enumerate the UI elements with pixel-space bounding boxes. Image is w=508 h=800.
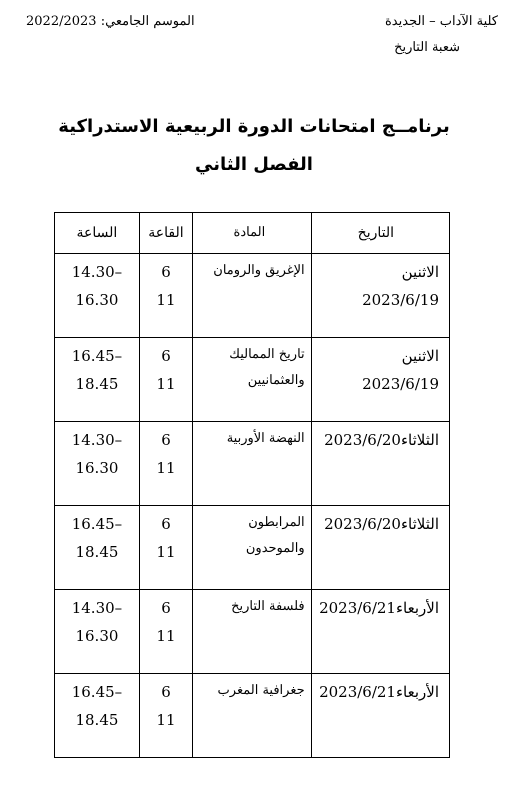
day-label: الثلاثاء	[400, 515, 439, 533]
date-cell	[311, 338, 449, 422]
room-value-1: 6	[161, 599, 171, 617]
room-cell	[139, 506, 192, 590]
table-row	[55, 422, 450, 506]
time-end: 18.45	[75, 543, 119, 561]
day-label: الأربعاء	[395, 683, 439, 701]
day-label: الأربعاء	[395, 599, 439, 617]
subject-line1: فلسفة التاريخ	[231, 599, 305, 614]
room-value-2: 11	[156, 375, 176, 393]
subject-cell	[193, 254, 312, 338]
room-cell	[139, 254, 192, 338]
date-cell	[311, 674, 449, 758]
header-room: القاعة	[139, 213, 192, 254]
room-value-2: 11	[156, 291, 176, 309]
table-row	[55, 674, 450, 758]
time-cell	[55, 674, 140, 758]
time-cell	[55, 590, 140, 674]
date-value: 2023/6/21	[319, 599, 396, 617]
season-label: الموسم الجامعي: 2022/2023	[26, 14, 195, 29]
faculty-label: كلية الآداب – الجديدة	[385, 14, 498, 29]
day-label: الاثنين	[401, 263, 439, 281]
time-start: 16.45–	[71, 347, 123, 365]
time-start: 16.45–	[71, 683, 123, 701]
date-value: 2023/6/21	[319, 683, 396, 701]
subject-cell	[193, 674, 312, 758]
header-subject: المادة	[193, 213, 312, 254]
subject-cell	[193, 422, 312, 506]
time-cell	[55, 422, 140, 506]
time-end: 16.30	[75, 459, 119, 477]
time-cell	[55, 506, 140, 590]
page-subtitle: الفصل الثاني	[195, 154, 313, 175]
room-value-2: 11	[156, 711, 176, 729]
day-label: الاثنين	[401, 347, 439, 365]
room-cell	[139, 590, 192, 674]
date-cell	[311, 422, 449, 506]
date-cell	[311, 506, 449, 590]
header-time: الساعة	[55, 213, 140, 254]
subject-line1: النهضة الأوربية	[226, 431, 305, 446]
date-value: 2023/6/19	[362, 291, 439, 309]
time-end: 16.30	[75, 291, 119, 309]
day-label: الثلاثاء	[400, 431, 439, 449]
room-cell	[139, 674, 192, 758]
room-value-1: 6	[161, 431, 171, 449]
room-value-2: 11	[156, 543, 176, 561]
table-row	[55, 254, 450, 338]
subject-line1: جغرافية المغرب	[217, 683, 305, 698]
time-start: 14.30–	[71, 599, 123, 617]
time-start: 14.30–	[71, 431, 123, 449]
page-title: برنامــج امتحانات الدورة الربيعية الاستدراكية	[58, 116, 450, 137]
subject-line1: المرابطون والموحدون	[245, 515, 305, 556]
subject-cell	[193, 506, 312, 590]
time-cell	[55, 338, 140, 422]
time-end: 16.30	[75, 627, 119, 645]
subject-line1: الإغريق والرومان	[213, 263, 305, 278]
date-value: 2023/6/20	[324, 431, 401, 449]
table-row	[55, 590, 450, 674]
subject-line2: والعثمانيين	[247, 373, 305, 388]
date-cell	[311, 590, 449, 674]
subject-cell	[193, 590, 312, 674]
table-row	[55, 506, 450, 590]
header-date: التاريخ	[311, 213, 449, 254]
time-end: 18.45	[75, 375, 119, 393]
subject-cell	[193, 338, 312, 422]
room-value-2: 11	[156, 627, 176, 645]
department-label: شعبة التاريخ	[394, 40, 460, 55]
exam-schedule-table	[54, 212, 450, 758]
subject-line1: تاريخ المماليك	[229, 347, 305, 362]
table-row	[55, 338, 450, 422]
time-end: 18.45	[75, 711, 119, 729]
room-value-1: 6	[161, 515, 171, 533]
room-value-1: 6	[161, 683, 171, 701]
time-start: 16.45–	[71, 515, 123, 533]
date-value: 2023/6/20	[324, 515, 401, 533]
room-value-1: 6	[161, 347, 171, 365]
room-cell	[139, 338, 192, 422]
room-cell	[139, 422, 192, 506]
table-header-row	[55, 213, 450, 254]
date-value: 2023/6/19	[362, 375, 439, 393]
time-start: 14.30–	[71, 263, 123, 281]
date-cell	[311, 254, 449, 338]
time-cell	[55, 254, 140, 338]
room-value-2: 11	[156, 459, 176, 477]
room-value-1: 6	[161, 263, 171, 281]
